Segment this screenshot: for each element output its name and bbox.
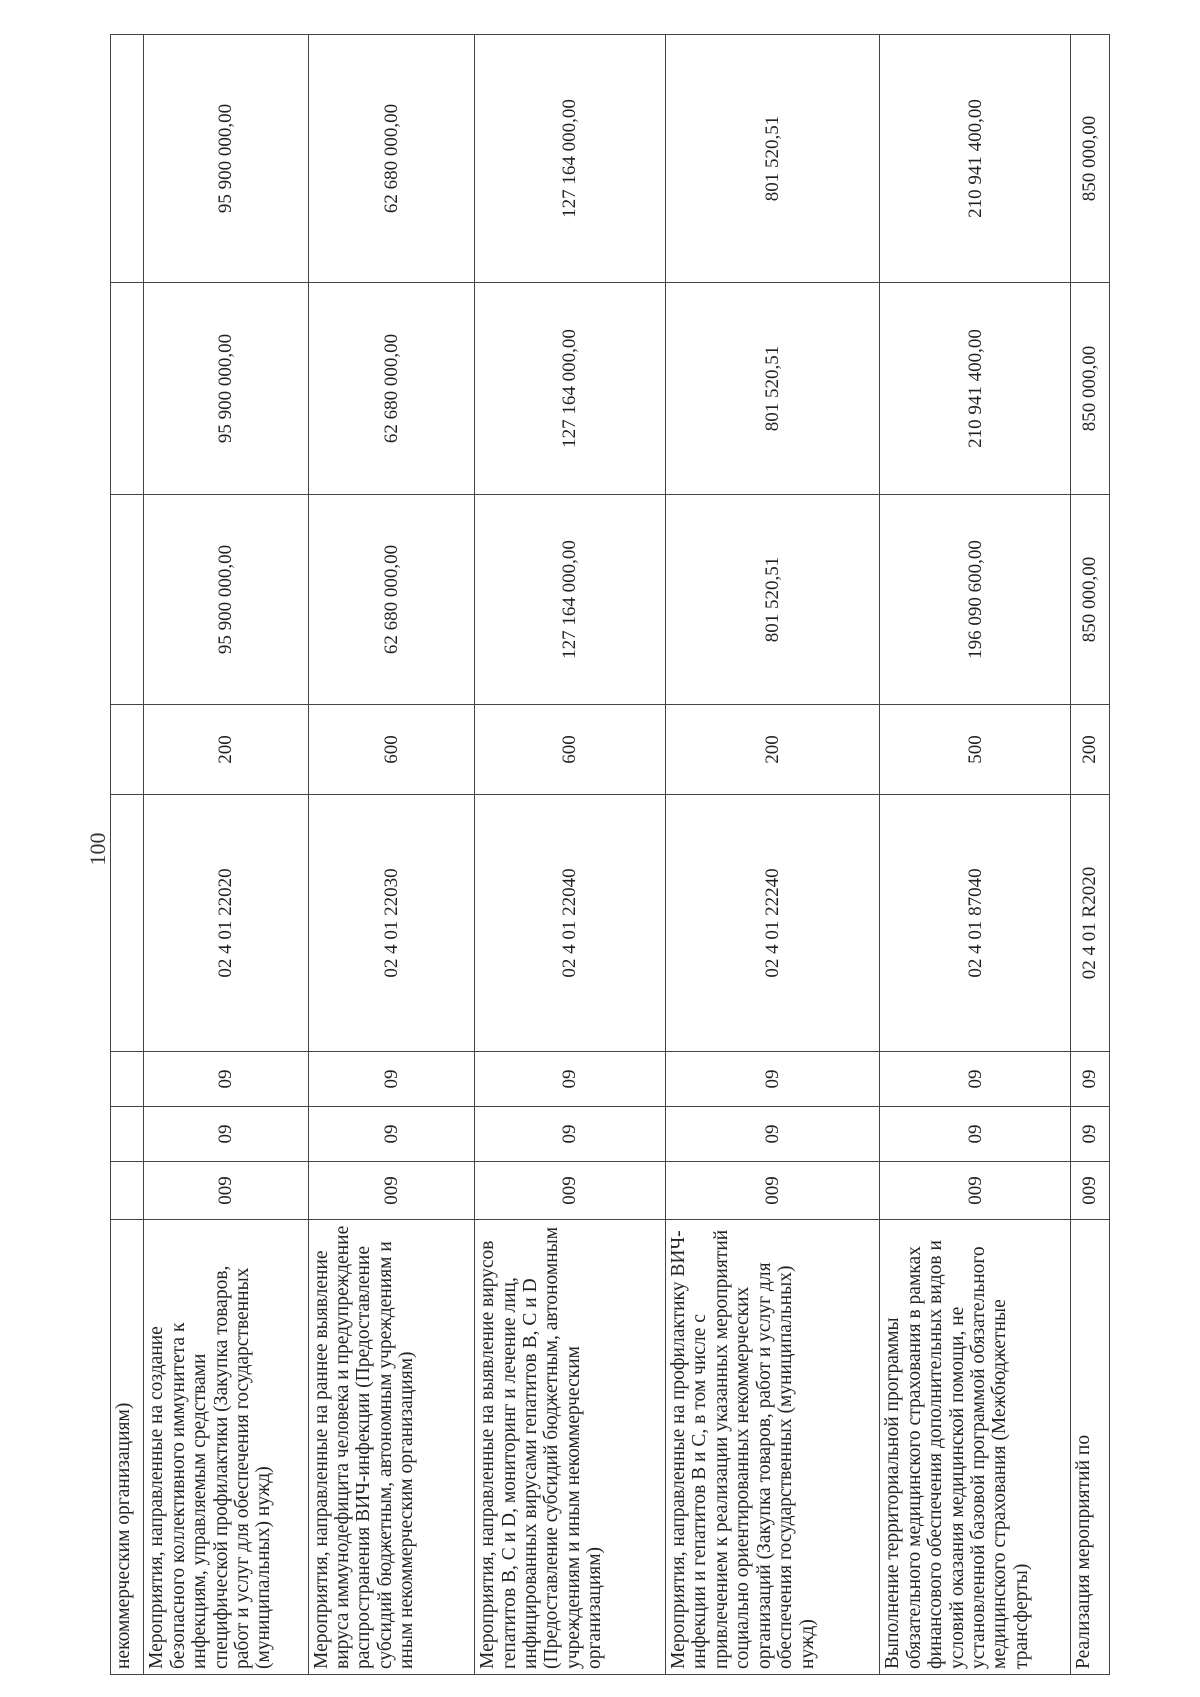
row-vr: 200 <box>144 705 308 795</box>
table-row <box>475 35 666 1675</box>
row-podrazdel: 09 <box>308 1052 475 1107</box>
row-sum-1: 196 090 600,00 <box>880 495 1071 705</box>
table-row <box>1071 35 1110 1675</box>
row-podrazdel: 09 <box>665 1052 879 1107</box>
row-sum-3: 850 000,00 <box>1071 35 1110 283</box>
row-csr: 02 4 01 22240 <box>665 795 879 1052</box>
row-sum-3: 62 680 000,00 <box>308 35 475 283</box>
row-vr: 200 <box>665 705 879 795</box>
row-vr: 600 <box>308 705 475 795</box>
table-row <box>880 35 1071 1675</box>
row-vr: 500 <box>880 705 1071 795</box>
row-podrazdel: 09 <box>880 1052 1071 1107</box>
row-vr: 600 <box>475 705 666 795</box>
row-csr: 02 4 01 22040 <box>475 795 666 1052</box>
row-sum-1: 95 900 000,00 <box>144 495 308 705</box>
row-sum-3: 210 941 400,00 <box>880 35 1071 283</box>
row-podrazdel: 09 <box>144 1052 308 1107</box>
row-glava: 009 <box>144 1162 308 1220</box>
row-sum-2: 210 941 400,00 <box>880 283 1071 495</box>
row-csr <box>111 795 144 1052</box>
row-description: Мероприятия, направленные на раннее выявление вируса иммунодефицита человека и предупреждение распространения ВИЧ-инфекции (Предоставление субсидий бюджетным, автономным учреждениям и иным некоммерческим организациям) <box>308 1220 475 1675</box>
row-vr: 200 <box>1071 705 1110 795</box>
row-glava <box>111 1162 144 1220</box>
row-razdel: 09 <box>308 1107 475 1162</box>
row-razdel: 09 <box>880 1107 1071 1162</box>
row-sum-1: 850 000,00 <box>1071 495 1110 705</box>
row-razdel: 09 <box>1071 1107 1110 1162</box>
row-vr <box>111 705 144 795</box>
table-row <box>111 35 144 1675</box>
row-razdel: 09 <box>144 1107 308 1162</box>
row-podrazdel <box>111 1052 144 1107</box>
row-sum-2: 850 000,00 <box>1071 283 1110 495</box>
row-razdel: 09 <box>665 1107 879 1162</box>
row-podrazdel: 09 <box>1071 1052 1110 1107</box>
row-csr: 02 4 01 87040 <box>880 795 1071 1052</box>
row-glava: 009 <box>475 1162 666 1220</box>
row-csr: 02 4 01 22020 <box>144 795 308 1052</box>
table-row <box>308 35 475 1675</box>
row-sum-1: 62 680 000,00 <box>308 495 475 705</box>
table-row <box>665 35 879 1675</box>
budget-table <box>110 34 1110 1675</box>
row-sum-2: 62 680 000,00 <box>308 283 475 495</box>
row-glava: 009 <box>1071 1162 1110 1220</box>
row-sum-2 <box>111 283 144 495</box>
row-podrazdel: 09 <box>475 1052 666 1107</box>
row-csr: 02 4 01 22030 <box>308 795 475 1052</box>
row-description: Мероприятия, направленные на создание безопасного коллективного иммунитета к инфекциям, управляемым средствами специфической профилактики (Закупка товаров, работ и услуг для обеспечения государственных (муниципальных) нужд) <box>144 1220 308 1675</box>
rotated-table-container <box>110 35 1110 1675</box>
row-sum-3: 127 164 000,00 <box>475 35 666 283</box>
row-razdel <box>111 1107 144 1162</box>
row-sum-1: 801 520,51 <box>665 495 879 705</box>
row-sum-2: 127 164 000,00 <box>475 283 666 495</box>
row-description: Реализация мероприятий по <box>1071 1220 1110 1675</box>
row-description: Мероприятия, направленные на профилактику ВИЧ-инфекции и гепатитов B и C, в том числе с привлечением к реализации указанных мероприятий социально ориентированных некоммерческих организаций (Закупка товаров, работ и услуг для обеспечения государственных (муниципальных) нужд) <box>665 1220 879 1675</box>
row-razdel: 09 <box>475 1107 666 1162</box>
row-glava: 009 <box>665 1162 879 1220</box>
row-glava: 009 <box>880 1162 1071 1220</box>
row-description: Мероприятия, направленные на выявление вирусов гепатитов B, C и D, мониторинг и лечение лиц, инфицированных вирусами гепатитов B, C и D (Предоставление субсидий бюджетным, автономным учреждениям и иным некоммерческим организациям) <box>475 1220 666 1675</box>
row-sum-2: 95 900 000,00 <box>144 283 308 495</box>
row-description: Выполнение территориальной программы обязательного медицинского страхования в рамках финансового обеспечения дополнительных видов и условий оказания медицинской помощи, не установленной базовой программой обязательного медицинского страхования (Межбюджетные трансферты) <box>880 1220 1071 1675</box>
row-sum-3 <box>111 35 144 283</box>
row-description: некоммерческим организациям) <box>111 1220 144 1675</box>
row-sum-3: 801 520,51 <box>665 35 879 283</box>
row-glava: 009 <box>308 1162 475 1220</box>
row-sum-2: 801 520,51 <box>665 283 879 495</box>
row-sum-1 <box>111 495 144 705</box>
page-number: 100 <box>85 832 110 866</box>
row-sum-3: 95 900 000,00 <box>144 35 308 283</box>
row-sum-1: 127 164 000,00 <box>475 495 666 705</box>
table-row <box>144 35 308 1675</box>
row-csr: 02 4 01 R2020 <box>1071 795 1110 1052</box>
